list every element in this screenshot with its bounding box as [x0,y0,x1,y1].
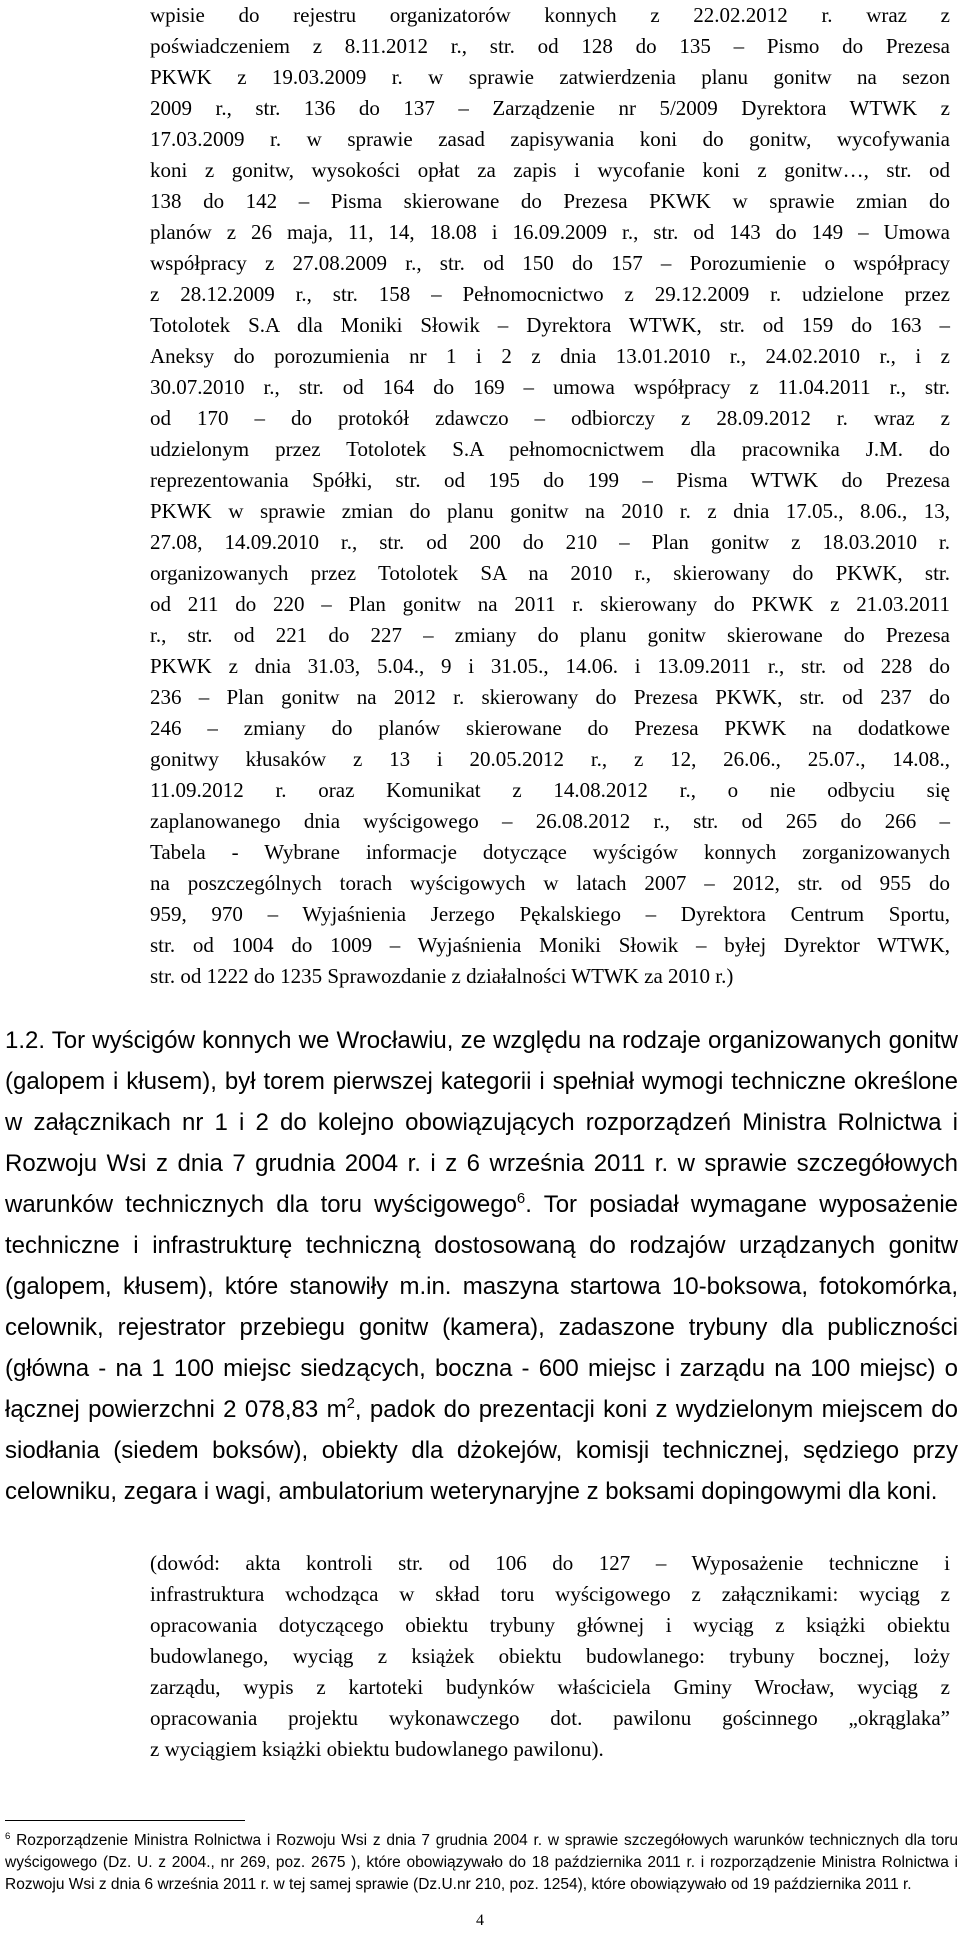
continuation-line: na poszczególnych torach wyścigowych w latach 2007 – 2012, str. od 955 do [150,871,950,895]
section-text-part-1: 1.2. Tor wyścigów konnych we Wrocławiu, ze względu na rodzaje organizowanych gonitw (galopem i kłusem), był torem pierwszej kategorii i spełniał wymogi techniczne określone w załącznikach nr 1 i 2 do kolejno obowiązujących rozporządzeń Ministra Rolnictwa i Rozwoju Wsi z dnia 7 grudnia 2004 r. i z 6 września 2011 r. w sprawie szczegółowych warunków technicznych dla toru wyścigowego [5,1027,958,1218]
continuation-line: 11.09.2012 r. oraz Komunikat z 14.08.2012 r., o nie odbyciu się [150,778,950,802]
continuation-line: współpracy z 27.08.2009 r., str. od 150 do 157 – Porozumienie o współpracy [150,251,950,275]
continuation-line: PKWK z 19.03.2009 r. w sprawie zatwierdzenia planu gonitw na sezon [150,65,950,89]
continuation-line: od 170 – do protokół zdawczo – odbiorczy z 28.09.2012 r. wraz z [150,406,950,430]
evidence-line: opracowania dotyczącego obiektu trybuny głównej i wyciąg z książki obiektu [150,1613,950,1637]
footnote-separator [5,1820,245,1821]
continuation-line: PKWK z dnia 31.03, 5.04., 9 i 31.05., 14.06. i 13.09.2011 r., str. od 228 do [150,654,950,678]
continuation-line: udzielonym przez Totolotek S.A pełnomocnictwem dla pracownika J.M. do [150,437,950,461]
continuation-line: Totolotek S.A dla Moniki Słowik – Dyrektora WTWK, str. od 159 do 163 – [150,313,950,337]
continuation-line: PKWK w sprawie zmian do planu gonitw na 2010 r. z dnia 17.05., 8.06., 13, [150,499,950,523]
evidence-continuation-block [150,0,950,992]
continuation-line: z 28.12.2009 r., str. 158 – Pełnomocnictwo z 29.12.2009 r. udzielone przez [150,282,950,306]
continuation-line: 138 do 142 – Pisma skierowane do Prezesa PKWK w sprawie zmian do [150,189,950,213]
continuation-line: str. od 1004 do 1009 – Wyjaśnienia Moniki Słowik – byłej Dyrektor WTWK, [150,933,950,957]
evidence-line: infrastruktura wchodząca w skład toru wyścigowego z załącznikami: wyciąg z [150,1582,950,1606]
evidence-line: z wyciągiem książki obiektu budowlanego pawilonu). [150,1737,604,1761]
continuation-line: wpisie do rejestru organizatorów konnych z 22.02.2012 r. wraz z [150,3,950,27]
footnote-6 [5,1830,958,1896]
continuation-line: zaplanowanego dnia wyścigowego – 26.08.2012 r., str. od 265 do 266 – [150,809,950,833]
continuation-line: 236 – Plan gonitw na 2012 r. skierowany do Prezesa PKWK, str. od 237 do [150,685,950,709]
continuation-line: r., str. od 221 do 227 – zmiany do planu gonitw skierowane do Prezesa [150,623,950,647]
continuation-line: Tabela - Wybrane informacje dotyczące wyścigów konnych zorganizowanych [150,840,950,864]
continuation-line: reprezentowania Spółki, str. od 195 do 199 – Pisma WTWK do Prezesa [150,468,950,492]
footnote-text: Rozporządzenie Ministra Rolnictwa i Rozwoju Wsi z dnia 7 grudnia 2004 r. w sprawie szczegółowych warunków technicznych dla toru wyścigowego (Dz. U. z 2004., nr 269, poz. 2675 ), które obowiązywało do 18 października 2011 r. i rozporządzenie Ministra Rolnictwa i Rozwoju Wsi z dnia 6 września 2011 r. w tej samej sprawie (Dz.U.nr 210, poz. 1254), które obowiązywało od 19 października 2011 r. [5,1832,958,1893]
evidence-line: budowlanego, wyciąg z książek obiektu budowlanego: trybuny bocznej, loży [150,1644,950,1668]
page-number: 4 [476,1912,484,1929]
continuation-line: od 211 do 220 – Plan gonitw na 2011 r. skierowany do PKWK z 21.03.2011 [150,592,950,616]
continuation-line: 27.08, 14.09.2010 r., str. od 200 do 210 – Plan gonitw z 18.03.2010 r. [150,530,950,554]
continuation-line: poświadczeniem z 8.11.2012 r., str. od 128 do 135 – Pismo do Prezesa [150,34,950,58]
evidence-line: (dowód: akta kontroli str. od 106 do 127 – Wyposażenie techniczne i [150,1551,950,1575]
square-meter-superscript: 2 [346,1396,355,1412]
continuation-line: gonitwy kłusaków z 13 i 20.05.2012 r., z 12, 26.06., 25.07., 14.08., [150,747,950,771]
section-1-2-paragraph [5,1020,958,1512]
continuation-line: 17.03.2009 r. w sprawie zasad zapisywania koni do gonitw, wycofywania [150,127,950,151]
section-text-part-2: . Tor posiadał wymagane wyposażenie techniczne i infrastrukturę techniczną dostosowaną do rodzajów urządzanych gonitw (galopem, kłusem), które stanowiły m.in. maszyna startowa 10-boksowa, fotokomórka, celownik, rejestrator przebiegu gonitw (kamera), zadaszone trybuny dla publiczności (główna - na 1 100 miejsc siedzących, boczna - 600 miejsc i zarządu na 100 miejsc) o łącznej powierzchni 2 078,83 m [5,1191,958,1423]
evidence-line: opracowania projektu wykonawczego dot. pawilonu gościnnego „okrąglaka” [150,1706,950,1730]
evidence-note-block [150,1548,950,1765]
continuation-line: 959, 970 – Wyjaśnienia Jerzego Pękalskiego – Dyrektora Centrum Sportu, [150,902,950,926]
continuation-line: 246 – zmiany do planów skierowane do Prezesa PKWK na dodatkowe [150,716,950,740]
continuation-line: Aneksy do porozumienia nr 1 i 2 z dnia 13.01.2010 r., 24.02.2010 r., i z [150,344,950,368]
continuation-line: koni z gonitw, wysokości opłat za zapis i wycofanie koni z gonitw…, str. od [150,158,950,182]
continuation-line: 30.07.2010 r., str. od 164 do 169 – umowa współpracy z 11.04.2011 r., str. [150,375,950,399]
continuation-line: 2009 r., str. 136 do 137 – Zarządzenie nr 5/2009 Dyrektora WTWK z [150,96,950,120]
evidence-line: zarządu, wypis z kartoteki budynków właściciela Gminy Wrocław, wyciąg z [150,1675,950,1699]
footnote-reference[interactable]: 6 [516,1191,526,1207]
continuation-line: str. od 1222 do 1235 Sprawozdanie z działalności WTWK za 2010 r.) [150,964,734,988]
section-text-part-3: , padok do prezentacji koni z wydzielonym miejscem do siodłania (siedem boksów), obiekty dla dżokejów, komisji technicznej, sędziego przy celowniku, zegara i wagi, ambulatorium weterynaryjne z boksami dopingowymi dla koni. [5,1396,958,1505]
footnote-number: 6 [5,1830,11,1842]
continuation-line: planów z 26 maja, 11, 14, 18.08 i 16.09.2009 r., str. od 143 do 149 – Umowa [150,220,950,244]
continuation-line: organizowanych przez Totolotek SA na 2010 r., skierowany do PKWK, str. [150,561,950,585]
